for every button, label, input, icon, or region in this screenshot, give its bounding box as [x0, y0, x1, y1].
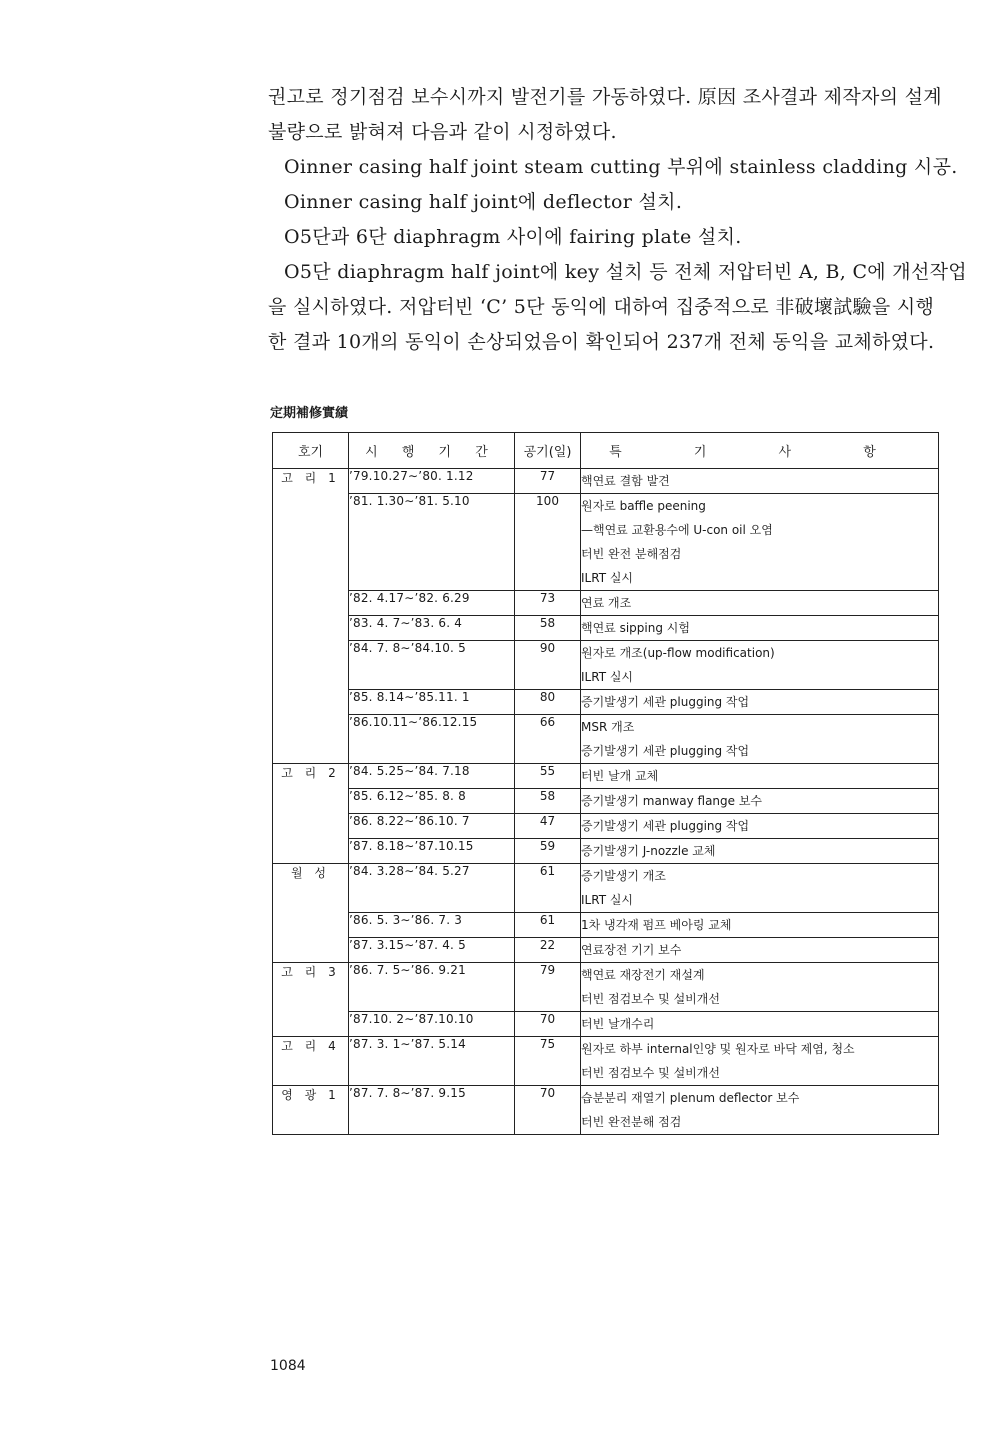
table-row — [273, 641, 939, 690]
period-cell: ’87.10. 2∼’87.10.10 — [349, 1012, 515, 1037]
notes-cell — [581, 715, 939, 764]
notes-cell — [581, 789, 939, 814]
days-cell: 77 — [515, 469, 581, 494]
notes-cell — [581, 913, 939, 938]
table-row — [273, 469, 939, 494]
period-cell: ’84. 3.28∼’84. 5.27 — [349, 864, 515, 913]
period-cell: ’79.10.27∼’80. 1.12 — [349, 469, 515, 494]
notes-cell — [581, 839, 939, 864]
bullet-item: O5단과 6단 diaphragm 사이에 fairing plate 설치. — [284, 226, 742, 248]
note-line: 터빈 날개 교체 — [581, 769, 659, 783]
table-row — [273, 814, 939, 839]
note-line: 터빈 완전 분해점검 — [581, 547, 682, 561]
period-cell: ’86. 8.22∼’86.10. 7 — [349, 814, 515, 839]
notes-cell — [581, 616, 939, 641]
days-cell: 90 — [515, 641, 581, 690]
note-line: ILRT 실시 — [581, 670, 634, 684]
note-line: 연료 개조 — [581, 596, 632, 610]
period-cell: ’84. 5.25∼’84. 7.18 — [349, 764, 515, 789]
unit-cell: 월 성 — [273, 864, 349, 963]
period-cell: ’82. 4.17∼’82. 6.29 — [349, 591, 515, 616]
maintenance-table — [272, 432, 939, 1135]
note-line: ILRT 실시 — [581, 893, 634, 907]
days-cell: 70 — [515, 1086, 581, 1135]
period-cell: ’86.10.11∼’86.12.15 — [349, 715, 515, 764]
table-row — [273, 591, 939, 616]
notes-cell — [581, 1037, 939, 1086]
table-row — [273, 1012, 939, 1037]
table-row — [273, 764, 939, 789]
note-line: 증기발생기 세관 plugging 작업 — [581, 819, 750, 833]
table-row — [273, 839, 939, 864]
header-unit: 호기 — [273, 433, 349, 469]
days-cell: 70 — [515, 1012, 581, 1037]
days-cell: 79 — [515, 963, 581, 1012]
note-line: 원자로 하부 internal인양 및 원자로 바닥 제염, 청소 — [581, 1042, 855, 1056]
table-row — [273, 864, 939, 913]
days-cell: 61 — [515, 913, 581, 938]
days-cell: 66 — [515, 715, 581, 764]
note-line: 원자로 baffle peening — [581, 499, 706, 513]
period-cell: ’85. 6.12∼’85. 8. 8 — [349, 789, 515, 814]
note-line: 핵연료 sipping 시험 — [581, 621, 690, 635]
days-cell: 59 — [515, 839, 581, 864]
table-row — [273, 690, 939, 715]
table-row — [273, 938, 939, 963]
note-line: 증기발생기 세관 plugging 작업 — [581, 744, 750, 758]
note-line: 연료장전 기기 보수 — [581, 943, 682, 957]
note-line: 습분분리 재열기 plenum deflector 보수 — [581, 1091, 800, 1105]
note-line: 터빈 점검보수 및 설비개선 — [581, 1066, 720, 1080]
notes-cell — [581, 814, 939, 839]
bullet-item: Oinner casing half joint에 deflector 설치. — [284, 191, 683, 213]
paragraph-line: 한 결과 10개의 동익이 손상되었음이 확인되어 237개 전체 동익을 교체하였다. — [268, 331, 935, 353]
unit-cell: 고 리 2 — [273, 764, 349, 864]
table-body — [273, 469, 939, 1135]
bullet-item: Oinner casing half joint steam cutting 부위에 stainless cladding 시공. — [284, 156, 958, 178]
period-cell: ’87. 8.18∼’87.10.15 — [349, 839, 515, 864]
notes-cell — [581, 1086, 939, 1135]
unit-cell: 고 리 4 — [273, 1037, 349, 1086]
note-line: 터빈 완전분해 점검 — [581, 1115, 682, 1129]
days-cell: 80 — [515, 690, 581, 715]
notes-cell — [581, 469, 939, 494]
days-cell: 75 — [515, 1037, 581, 1086]
days-cell: 58 — [515, 789, 581, 814]
table-header-row — [273, 433, 939, 469]
note-line: 증기발생기 manway flange 보수 — [581, 794, 763, 808]
period-cell: ’86. 5. 3∼’86. 7. 3 — [349, 913, 515, 938]
notes-cell — [581, 864, 939, 913]
period-cell: ’87. 3.15∼’87. 4. 5 — [349, 938, 515, 963]
notes-cell — [581, 690, 939, 715]
header-period: 시 행 기 간 — [349, 433, 515, 469]
notes-cell — [581, 938, 939, 963]
table-row — [273, 963, 939, 1012]
note-line: 증기발생기 J-nozzle 교체 — [581, 844, 716, 858]
period-cell: ’83. 4. 7∼’83. 6. 4 — [349, 616, 515, 641]
period-cell: ’81. 1.30∼’81. 5.10 — [349, 494, 515, 591]
body-text — [268, 80, 967, 360]
unit-cell: 고 리 3 — [273, 963, 349, 1037]
note-line: 핵연료 결함 발견 — [581, 474, 670, 488]
paragraph-line: 을 실시하였다. 저압터빈 ‘C’ 5단 동익에 대하여 집중적으로 非破壞試驗을 시행 — [268, 296, 935, 318]
days-cell: 22 — [515, 938, 581, 963]
note-line: 증기발생기 세관 plugging 작업 — [581, 695, 750, 709]
note-line: ILRT 실시 — [581, 571, 634, 585]
days-cell: 73 — [515, 591, 581, 616]
notes-cell — [581, 1012, 939, 1037]
period-cell: ’85. 8.14∼’85.11. 1 — [349, 690, 515, 715]
unit-cell: 고 리 1 — [273, 469, 349, 764]
table-row — [273, 715, 939, 764]
period-cell: ’86. 7. 5∼’86. 9.21 — [349, 963, 515, 1012]
table-row — [273, 1086, 939, 1135]
table-row — [273, 913, 939, 938]
table-row — [273, 494, 939, 591]
days-cell: 55 — [515, 764, 581, 789]
notes-cell — [581, 764, 939, 789]
table-row — [273, 789, 939, 814]
days-cell: 58 — [515, 616, 581, 641]
bullet-item: O5단 diaphragm half joint에 key 설치 등 전체 저압터빈 A, B, C에 개선작업 — [284, 261, 967, 283]
paragraph-line: 권고로 정기점검 보수시까지 발전기를 가동하였다. 原因 조사결과 제작자의 설계 — [268, 86, 942, 108]
page-number: 1084 — [270, 1358, 306, 1374]
days-cell: 47 — [515, 814, 581, 839]
header-days: 공기(일) — [515, 433, 581, 469]
period-cell: ’84. 7. 8∼’84.10. 5 — [349, 641, 515, 690]
note-line: 증기발생기 개조 — [581, 869, 666, 883]
note-line: MSR 개조 — [581, 720, 635, 734]
table-caption: 定期補修實績 — [270, 406, 349, 421]
period-cell: ’87. 3. 1∼’87. 5.14 — [349, 1037, 515, 1086]
unit-cell: 영 광 1 — [273, 1086, 349, 1135]
table-row — [273, 616, 939, 641]
note-line: 1차 냉각재 펌프 베아링 교체 — [581, 918, 732, 932]
days-cell: 100 — [515, 494, 581, 591]
note-line: —핵연료 교환용수에 U-con oil 오염 — [581, 523, 773, 537]
notes-cell — [581, 591, 939, 616]
note-line: 터빈 날개수리 — [581, 1017, 655, 1031]
paragraph-line: 불량으로 밝혀져 다음과 같이 시정하였다. — [268, 121, 617, 143]
notes-cell — [581, 641, 939, 690]
notes-cell — [581, 963, 939, 1012]
days-cell: 61 — [515, 864, 581, 913]
header-notes: 특 기 사 항 — [581, 433, 939, 469]
note-line: 원자로 개조(up-flow modification) — [581, 646, 775, 660]
note-line: 터빈 점검보수 및 설비개선 — [581, 992, 720, 1006]
period-cell: ’87. 7. 8∼’87. 9.15 — [349, 1086, 515, 1135]
table-row — [273, 1037, 939, 1086]
note-line: 핵연료 재장전기 재설계 — [581, 968, 705, 982]
notes-cell — [581, 494, 939, 591]
